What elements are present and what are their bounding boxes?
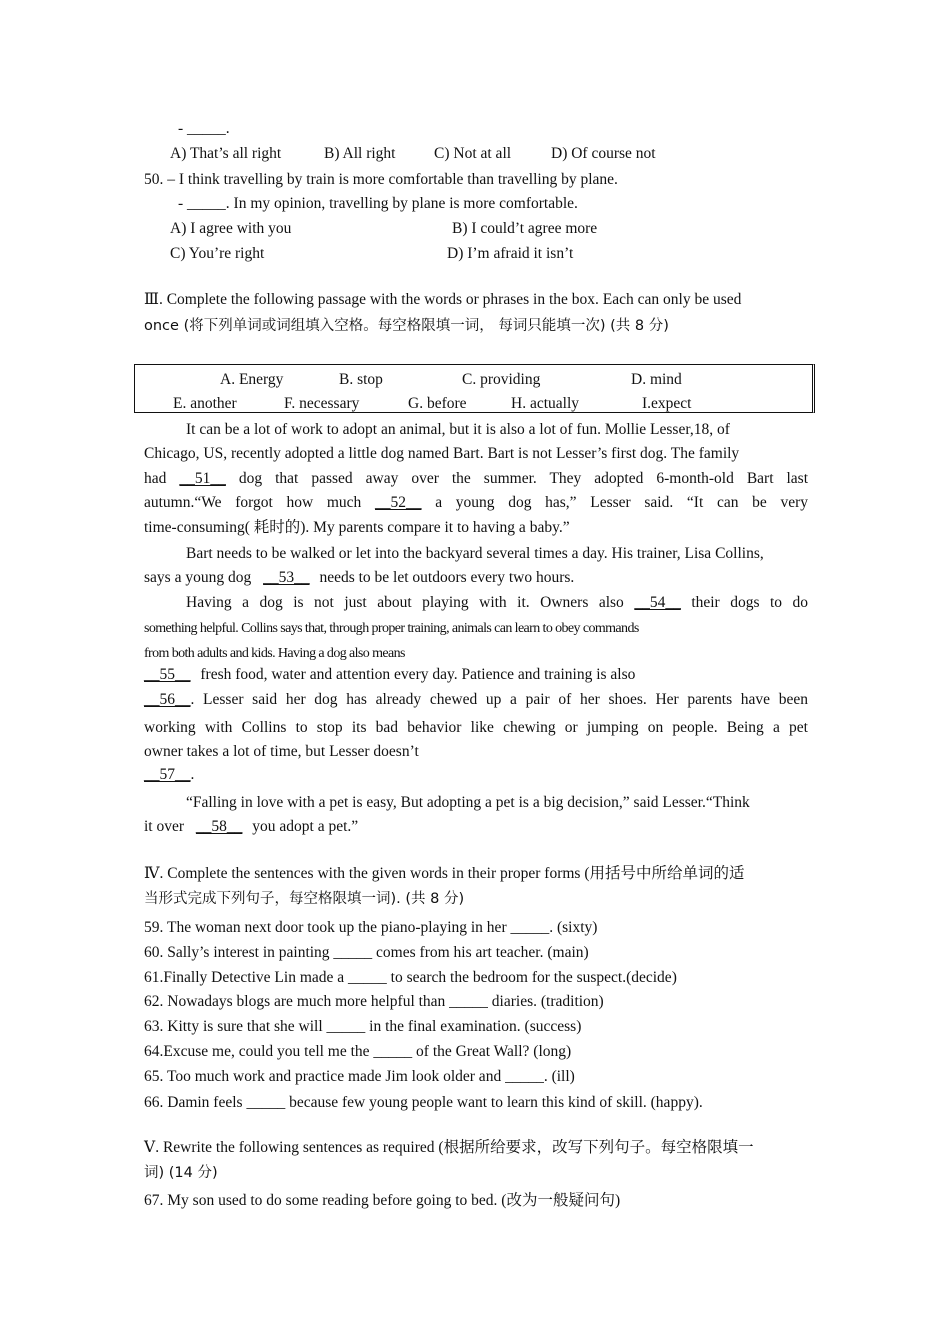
q49-option-c: C) Not at all <box>434 145 512 162</box>
q49-option-a: A) That’s all right <box>170 145 282 162</box>
passage-line: it over __58__ you adopt a pet.” <box>144 818 359 835</box>
q50-option-c: C) You’re right <box>170 245 265 262</box>
section4-item-65: 65. Too much work and practice made Jim look older and _____. (ill) <box>144 1068 575 1085</box>
blank-58[interactable]: __58__ <box>195 818 243 835</box>
section4-item-64: 64.Excuse me, could you tell me the _____ of the Great Wall? (long) <box>144 1043 572 1060</box>
passage-line: time-consuming( 耗时的). My parents compare it to having a baby.” <box>144 519 570 536</box>
passage-line: “Falling in love with a pet is easy, But adopting a pet is a big decision,” said Lesser.“Think <box>186 794 750 811</box>
box-option: C. providing <box>462 371 541 388</box>
passage-line: something helpful. Collins says that, through proper training, animals can learn to obey commands <box>144 621 639 636</box>
box-option: D. mind <box>631 371 682 388</box>
q50-answer-line: - _____. In my opinion, travelling by plane is more comfortable. <box>178 195 578 212</box>
passage-line: Bart needs to be walked or let into the backyard several times a day. His trainer, Lisa Collins, <box>186 545 764 562</box>
box-option: H. actually <box>511 395 580 412</box>
blank-55[interactable]: __55__ <box>144 666 191 683</box>
passage-line: Chicago, US, recently adopted a little dog named Bart. Bart is not Lesser’s first dog. The family <box>144 445 740 462</box>
q49-answer-line: - _____. <box>178 120 230 137</box>
passage-line: __56__. Lesser said her dog has already chewed up a pair of her shoes. Her parents have been <box>144 691 808 708</box>
section4-item-66: 66. Damin feels _____ because few young people want to learn this kind of skill. (happy). <box>144 1094 703 1111</box>
box-option: F. necessary <box>284 395 360 412</box>
box-option: I.expect <box>642 395 692 412</box>
q50-option-b: B) I could’t agree more <box>452 220 598 237</box>
blank-51[interactable]: __51__ <box>179 470 226 487</box>
passage-line: owner takes a lot of time, but Lesser doesn’t <box>144 743 419 760</box>
passage-line: autumn.“We forgot how much __52__ a young dog has,” Lesser said. “It can be very <box>144 494 808 511</box>
passage-line: from both adults and kids. Having a dog also means <box>144 646 405 661</box>
box-option: B. stop <box>339 371 383 388</box>
passage-line: says a young dog __53__ needs to be let outdoors every two hours. <box>144 569 575 586</box>
section4-heading-line2: 当形式完成下列句子，每空格限填一词). (共 8 分) <box>144 891 465 907</box>
passage-line: working with Collins to stop its bad behavior like chewing or jumping on people. Being a pet <box>144 719 808 736</box>
section5-heading-line1: Ⅴ. Rewrite the following sentences as required (根据所给要求，改写下列句子。每空格限填一 <box>144 1139 754 1156</box>
q50-option-d: D) I’m afraid it isn’t <box>447 245 574 262</box>
section3-heading-line1: Ⅲ. Complete the following passage with the words or phrases in the box. Each can only be used <box>144 291 742 308</box>
section4-item-60: 60. Sally’s interest in painting _____ comes from his art teacher. (main) <box>144 944 589 961</box>
blank-56[interactable]: __56__ <box>144 691 191 708</box>
q49-option-d: D) Of course not <box>551 145 656 162</box>
passage-line: It can be a lot of work to adopt an animal, but it is also a lot of fun. Mollie Lesser,18, of <box>186 421 730 438</box>
passage-line: __55__ fresh food, water and attention every day. Patience and training is also <box>144 666 636 683</box>
section4-item-61: 61.Finally Detective Lin made a _____ to search the bedroom for the suspect.(decide) <box>144 969 677 986</box>
box-option: G. before <box>408 395 467 412</box>
q50-option-a: A) I agree with you <box>170 220 292 237</box>
box-option: E. another <box>173 395 237 412</box>
section4-heading-line1: Ⅳ. Complete the sentences with the given words in their proper forms (用括号中所给单词的适 <box>144 865 745 882</box>
blank-57[interactable]: __57__ <box>144 766 191 783</box>
section5-heading-line2: 词) (14 分) <box>144 1165 218 1181</box>
q49-option-b: B) All right <box>324 145 396 162</box>
passage-line: had __51__ dog that passed away over the summer. They adopted 6-month-old Bart last <box>144 470 809 487</box>
q50-prompt: 50. – I think travelling by train is more comfortable than travelling by plane. <box>144 171 618 188</box>
section4-item-63: 63. Kitty is sure that she will _____ in the final examination. (success) <box>144 1018 582 1035</box>
passage-line: Having a dog is not just about playing with it. Owners also __54__ their dogs to do <box>186 594 809 611</box>
blank-52[interactable]: __52__ <box>375 494 422 511</box>
box-option: A. Energy <box>220 371 284 388</box>
passage-line: __57__. <box>144 766 195 783</box>
blank-54[interactable]: __54__ <box>634 594 681 611</box>
word-box <box>134 364 815 413</box>
section3-heading-line2: once (将下列单词或词组填入空格。每空格限填一词， 每词只能填一次) (共 8 分) <box>144 318 669 334</box>
section4-item-59: 59. The woman next door took up the piano-playing in her _____. (sixty) <box>144 919 598 936</box>
section4-item-62: 62. Nowadays blogs are much more helpful than _____ diaries. (tradition) <box>144 993 604 1010</box>
section5-item-67: 67. My son used to do some reading before going to bed. (改为一般疑问句) <box>144 1192 621 1209</box>
blank-53[interactable]: __53__ <box>263 569 310 586</box>
